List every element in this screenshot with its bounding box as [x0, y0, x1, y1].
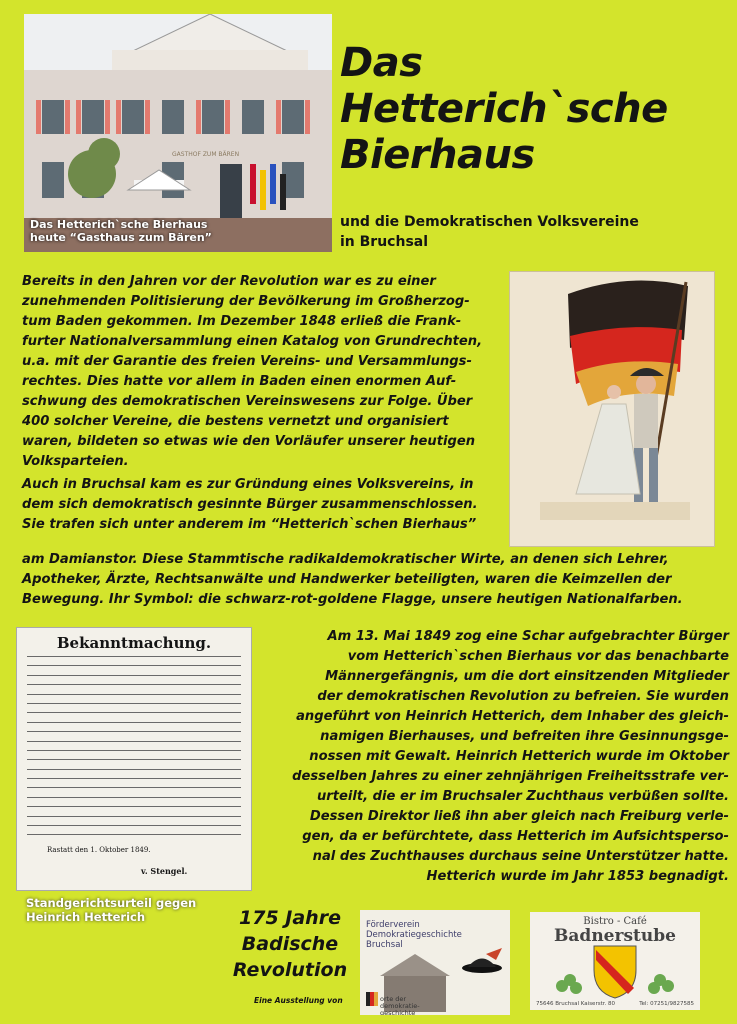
text-line: gen, da er befürchtete, dass Hetterich im Aufsichtsperso-: [302, 829, 729, 844]
notice-heading: Bekanntmachung.: [56, 634, 212, 652]
orte-line3: geschichte: [380, 1009, 416, 1015]
orte-line2: demokratie-: [380, 1002, 420, 1010]
text-line: urteilt, die er im Bruchsaler Zuchthaus verbüßen sollte.: [316, 789, 729, 804]
text-line: furter Nationalversammlung einen Katalog von Grundrechten,: [22, 334, 483, 349]
flag-painting-image: [510, 272, 714, 546]
foerderverein-line2: Demokratiegeschichte: [366, 930, 462, 940]
foerderverein-name: [366, 920, 462, 950]
text-line: Auch in Bruchsal kam es zur Gründung eines Volksvereins, in: [22, 477, 474, 492]
orte-der-demokratiegeschichte: [380, 996, 420, 1015]
notice-caption: [26, 896, 196, 924]
volksverein-paragraph: [22, 475, 508, 535]
foerderverein-line1: Förderverein: [366, 920, 420, 930]
badnerstube-name: Badnerstube: [554, 926, 676, 946]
page-title: [340, 40, 730, 178]
bekanntmachung-document: [17, 628, 251, 890]
photo-caption-line1: Das Hetterich`sche Bierhaus: [30, 218, 208, 231]
badnerstube-phone: Tel: 07251/9827585: [639, 1001, 694, 1007]
text-line: schwung des demokratischen Vereinswesens zur Folge. Über: [22, 394, 473, 409]
notice-caption-line1: Standgerichtsurteil gegen: [26, 896, 197, 910]
text-line: Hetterich wurde im Jahr 1853 begnadigt.: [426, 869, 729, 884]
page-subtitle: [340, 212, 720, 252]
text-line: Am 13. Mai 1849 zog eine Schar aufgebrachter Bürger: [327, 629, 729, 644]
anniversary-title: [210, 905, 370, 983]
text-line: der demokratischen Revolution zu befreien. Sie wurden: [317, 689, 729, 704]
anniversary-line1: 175 Jahre: [239, 907, 341, 929]
notice-caption-line2: Heinrich Hetterich: [26, 910, 146, 924]
text-line: rechtes. Dies hatte vor allem in Baden einen enormen Auf-: [22, 374, 457, 389]
flag-bearer-painting: [510, 272, 714, 546]
anniversary-line2: Badische: [241, 933, 339, 955]
intro-paragraph: [22, 272, 508, 472]
text-line: Sie trafen sich unter anderem im “Hetterich`schen Bierhaus”: [22, 517, 477, 532]
notice-body-lines: [27, 656, 241, 844]
may-1849-paragraph: [255, 627, 729, 887]
text-line: am Damianstor. Diese Stammtische radikaldemokratischer Wirte, an denen sich Lehrer,: [22, 552, 669, 567]
text-line: nossen mit Gewalt. Heinrich Hetterich wurde im Oktober: [309, 749, 729, 764]
text-line: Volksparteien.: [22, 454, 129, 469]
text-line: Männergefängnis, um die dort einsitzenden Mitglieder: [325, 669, 729, 684]
anniversary-line3: Revolution: [232, 959, 348, 981]
gasthaus-building-image: [24, 14, 332, 252]
stammtisch-paragraph: [22, 550, 722, 610]
text-line: Apotheker, Ärzte, Rechtsanwälte und Handwerker beteiligten, waren die Keimzellen der: [22, 572, 672, 587]
title-line3: Bierhaus: [340, 132, 535, 178]
title-line2: Hetterich`sche: [340, 86, 668, 132]
text-line: u.a. mit der Garantie des freien Vereins- und Versammlungs-: [22, 354, 472, 369]
foerderverein-line3: Bruchsal: [366, 940, 403, 950]
text-line: desselben Jahres zu einer zehnjährigen Freiheitsstrafe ver-: [292, 769, 729, 784]
text-line: angeführt von Heinrich Hetterich, dem Inhaber des gleich-: [296, 709, 729, 724]
text-line: dem sich demokratisch gesinnte Bürger zusammenschlossen.: [22, 497, 478, 512]
foerderverein-logo: [360, 910, 510, 1015]
text-line: waren, bildeten so etwas wie den Vorläufer unserer heutigen: [22, 434, 476, 449]
bistro-cafe-label: Bistro - Café: [583, 916, 647, 927]
badnerstube-logo: [530, 912, 700, 1010]
text-line: 400 solcher Vereine, die bestens vernetzt und organisiert: [22, 414, 449, 429]
text-line: zunehmenden Politisierung der Bevölkerung im Großherzog-: [22, 294, 470, 309]
title-line1: Das: [340, 40, 423, 86]
subtitle-line2: in Bruchsal: [340, 234, 429, 250]
baden-shield-icon: [530, 942, 700, 1000]
notice-date: Rastatt den 1. Oktober 1849.: [47, 846, 151, 854]
text-line: Bereits in den Jahren vor der Revolution war es zu einer: [22, 274, 436, 289]
text-line: namigen Bierhauses, und befreiten ihre Gesinnungsge-: [320, 729, 729, 744]
text-line: Bewegung. Ihr Symbol: die schwarz-rot-goldene Flagge, unsere heutigen Nationalfarben.: [22, 592, 683, 607]
photo-caption: [30, 218, 212, 244]
text-line: vom Hetterich`schen Bierhaus vor das benachbarte: [347, 649, 729, 664]
subtitle-line1: und die Demokratischen Volksvereine: [340, 214, 639, 230]
orte-line1: orte der: [380, 995, 407, 1003]
text-line: nal des Zuchthauses durchaus seine Unterstützer hatte.: [312, 849, 729, 864]
text-line: tum Baden gekommen. Im Dezember 1848 erließ die Frank-: [22, 314, 462, 329]
text-line: Dessen Direktor ließ ihn aber gleich nach Freiburg verle-: [309, 809, 729, 824]
badnerstube-address: 75646 Bruchsal Kaiserstr. 80: [536, 1001, 615, 1007]
photo-caption-line2: heute “Gasthaus zum Bären”: [30, 231, 212, 244]
exhibition-by-label: Eine Ausstellung von: [254, 996, 343, 1005]
building-photo: [24, 14, 332, 252]
photo-sign-text: GASTHOF ZUM BÄREN: [172, 151, 240, 158]
notice-signature: v. Stengel.: [141, 866, 188, 876]
